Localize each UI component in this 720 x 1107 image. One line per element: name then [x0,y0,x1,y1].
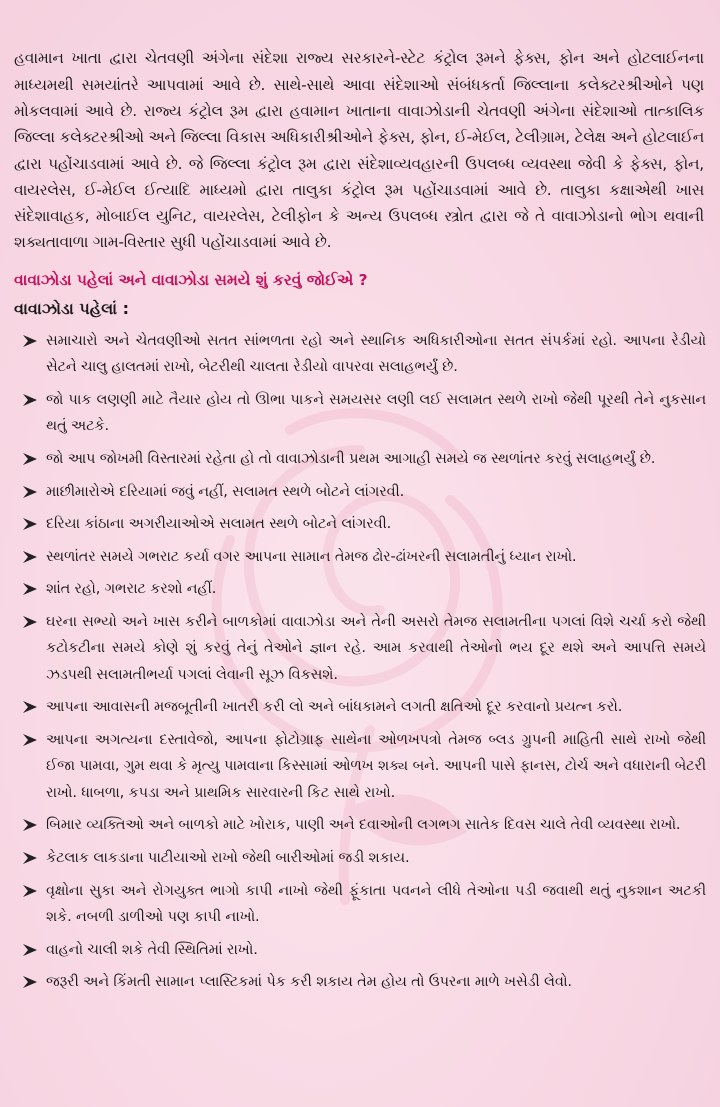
arrow-bullet-icon [14,446,46,472]
arrow-bullet-icon [14,387,46,413]
list-item-text: આપના આવાસની મજબૂતીની ખાતરી કરી લો અને બાંધકામને લગતી ક્ષતિઓ દૂર કરવાનો પ્રયત્ન કરો. [46,698,623,716]
list-item [14,937,706,963]
list-item [14,544,706,570]
arrow-bullet-icon [14,812,46,838]
list-item-text: સ્થળાંતર સમયે ગભરાટ કર્યા વગર આપના સામાન તેમજ ઢોર-ઢાંખરની સલામતીનું ધ્યાન રાખો. [46,547,577,565]
list-item [14,969,706,995]
list-item [14,609,706,688]
list-item-text: વાહનો ચાલી શકે તેવી સ્થિતિમાં રાખો. [46,940,258,958]
arrow-bullet-icon [14,727,46,753]
list-item [14,845,706,871]
arrow-bullet-icon [14,845,46,871]
list-item [14,576,706,602]
arrow-bullet-icon [14,544,46,570]
arrow-bullet-icon [14,694,46,720]
intro-paragraph: હવામાન ખાતા દ્વારા ચેતવણી અંગેના સંદેશા રાજ્ય સરકારને-સ્ટેટ કંટ્રોલ રૂમને ફેક્સ, ફોન અને હોટલાઈનના માધ્યમથી સમયાંતરે આપવામાં આવે છે. સાથે-સાથે આવા સંદેશાઓ સંબંધકર્તા જિલ્લાના કલેક્ટરશ્રીઓને પણ મોકલવામાં આવે છે. રાજ્ય કંટ્રોલ રૂમ દ્વારા હવામાન ખાતાના વાવાઝોડાની ચેતવણી અંગેના સંદેશાઓ તાત્કાલિક જિલ્લા કલેક્ટરશ્રીઓ અને જિલ્લા વિકાસ અધિકારીશ્રીઓને ફેક્સ, ફોન, ઈ-મેઈલ, ટેલીગ્રામ, ટેલેક્ષ અને હોટલાઈન દ્વારા પહોંચાડવામાં આવે છે. જે જિલ્લા કંટ્રોલ રૂમ દ્વારા સંદેશાવ્યવહારની ઉપલબ્ધ વ્યવસ્થા જેવી કે ફેક્સ, ફોન, વાયરલેસ, ઈ-મેઈલ ઈત્યાદિ માધ્યમો દ્વારા તાલુકા કંટ્રોલ રૂમ પહોંચાડવામાં આવે છે. તાલુકા કક્ષાએથી ખાસ સંદેશાવાહક, મોબાઈલ યુનિટ, વાયરલેસ, ટેલીફોન કે અન્ય ઉપલબ્ધ સ્ત્રોત દ્વારા જે તે વાવાઝોડાનો ભોગ થવાની શક્યતાવાળા ગામ-વિસ્તાર સુધી પહોંચાડવામાં આવે છે. [14,49,704,252]
arrow-bullet-icon [14,328,46,354]
list-item-text: સમાચારો અને ચેતવણીઓ સતત સાંભળતા રહો અને સ્થાનિક અધિકારીઓના સતત સંપર્કમાં રહો. આપના રેડીયો સેટને ચાલુ હાલતમાં રાખો, બેટરીથી ચાલતા રેડીયો વાપરવા સલાહભર્યું છે. [46,332,706,376]
list-item [14,511,706,537]
list-item [14,328,706,381]
list-item-text: વૃક્ષોના સુકા અને રોગયુક્ત ભાગો કાપી નાખો જેથી ફૂંકાતા પવનને લીધે તેઓના પડી જવાથી થતું નુકશાન અટકી શકે. નબળી ડાળીઓ પણ કાપી નાખો. [46,881,706,925]
list-item [14,878,706,931]
arrow-bullet-icon [14,576,46,602]
list-item-text: માછીમારોએ દરિયામાં જવું નહીં, સલામત સ્થળે બોટને લાંગરવી. [46,482,405,500]
arrow-bullet-icon [14,479,46,505]
list-item [14,727,706,806]
list-item [14,479,706,505]
bullet-list [14,328,706,1002]
list-item [14,446,706,472]
list-item [14,694,706,720]
list-item-text: બિમાર વ્યક્તિઓ અને બાળકો માટે ખોરાક, પાણી અને દવાઓની લગભગ સાતેક દિવસ ચાલે તેવી વ્યવસ્થા રાખો. [46,816,681,834]
list-item-text: દરિયા કાંઠાના અગરીયાઓએ સલામત સ્થળે બોટને લાંગરવી. [46,515,392,533]
list-item-text: કેટલાક લાકડાના પાટીયાઓ રાખો જેથી બારીઓમાં જડી શકાય. [46,848,410,866]
arrow-bullet-icon [14,609,46,635]
section-title: વાવાઝોડા પહેલાં : [14,299,130,318]
list-item [14,387,706,440]
arrow-bullet-icon [14,969,46,995]
list-item [14,812,706,838]
arrow-bullet-icon [14,937,46,963]
list-item-text: જો આપ જોખમી વિસ્તારમાં રહેતા હો તો વાવાઝોડાની પ્રથમ આગાહી સમયે જ સ્થળાંતર કરવું સલાહભર્યું છે. [46,450,656,467]
arrow-bullet-icon [14,511,46,537]
arrow-bullet-icon [14,878,46,904]
list-item-text: જરૂરી અને કિંમતી સામાન પ્લાસ્ટિકમાં પેક કરી શકાય તેમ હોય તો ઉપરના માળે ખસેડી લેવો. [46,973,572,991]
list-item-text: ઘરના સભ્યો અને ખાસ કરીને બાળકોમાં વાવાઝોડા અને તેની અસરો તેમજ સલામતીના પગલાં વિશે ચર્ચા કરો જેથી કટોકટીના સમયે કોણે શું કરવું તેનું તેઓને જ્ઞાન રહે. આમ કરવાથી તેઓનો ભય દૂર થશે અને આપત્તિ સમયે ઝડપથી સલામતીભર્યા પગલાં લેવાની સૂઝ વિકસશે. [46,612,706,683]
question-heading: વાવાઝોડા પહેલાં અને વાવાઝોડા સમયે શું કરવું જોઈએ ? [14,271,368,289]
list-item-text: આપના અગત્યના દસ્તાવેજો, આપના ફોટોગ્રાફ સાથેના ઓળખપત્રો તેમજ બ્લડ ગ્રુપની માહિતી સાથે રાખો જેથી ઈજા પામવા, ગુમ થવા કે મૃત્યુ પામવાના કિસ્સામાં ઓળખ શક્ય બને. આપની પાસે ફાનસ, ટોર્ચ અને વધારાની બેટરી રાખો. ધાબળા, કપડા અને પ્રાથમિક સારવારની કિટ સાથે રાખો. [46,730,706,801]
list-item-text: શાંત રહો, ગભરાટ કરશો નહીં. [46,580,217,598]
list-item-text: જો પાક લણણી માટે તૈયાર હોય તો ઊભા પાકને સમયસર લણી લઈ સલામત સ્થળે રાખો જેથી પૂરથી તેને નુકસાન થતું અટકે. [46,391,706,435]
